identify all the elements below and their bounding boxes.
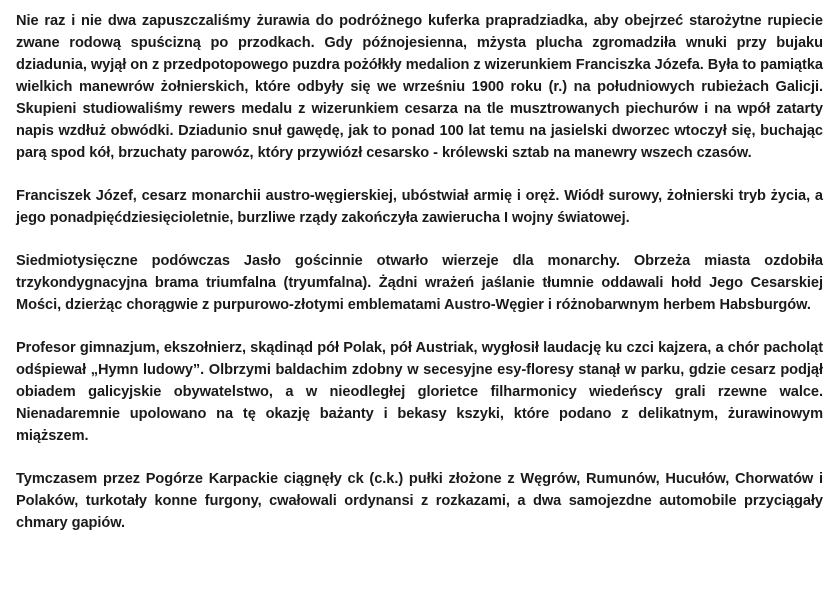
paragraph-1: Nie raz i nie dwa zapuszczaliśmy żurawia do podróżnego kuferka prapradziadka, aby obejrzeć starożytne rupiecie zwane rodową spuścizną po przodkach. Gdy późnojesienna, mżysta plucha zgromadziła wnuki przy bujaku dziadunia, wyjął on z przedpotopowego puzdra pożółkły medalion z wizerunkiem Franciszka Józefa. Była to pamiątka wielkich manewrów żołnierskich, które odbyły się we wrześniu 1900 roku (r.) na południowych rubieżach Galicji. Skupieni studiowaliśmy rewers medalu z wizerunkiem cesarza na tle musztrowanych piechurów i na wpół zatarty napis wzdłuż obwódki. Dziadunio snuł gawędę, jak to ponad 100 lat temu na jasielski dworzec wtoczył się, buchając parą spod kół, brzuchaty parowóz, który przywiózł cesarsko - królewski sztab na manewry wszech czasów. <box>16 13 823 161</box>
paragraph-2: Franciszek Józef, cesarz monarchii austro-węgierskiej, ubóstwiał armię i oręż. Wiódł surowy, żołnierski tryb życia, a jego ponadpięćdziesięcioletnie, burzliwe rządy zakończyła zawierucha I wojny światowej. <box>16 188 823 226</box>
paragraph-4: Profesor gimnazjum, ekszołnierz, skądinąd pół Polak, pół Austriak, wygłosił laudację ku czci kajzera, a chór pacholąt odśpiewał „Hymn ludowy”. Olbrzymi baldachim zdobny w secesyjne esy-floresy stanął w parku, gdzie cesarz podjął obiadem galicyjskie obywatelstwo, a w nieodległej glorietce filharmonicy wiedeńscy grali rzewne walce. Nienadaremnie upolowano na tę okazję bażanty i bekasy kszyki, które podano z delikatnym, żurawinowym miąższem. <box>16 340 823 444</box>
paragraph-3: Siedmiotysięczne podówczas Jasło gościnnie otwarło wierzeje dla monarchy. Obrzeża miasta ozdobiła trzykondygnacyjna brama triumfalna (tryumfalna). Żądni wrażeń jaślanie tłumnie oddawali hołd Jego Cesarskiej Mości, dzierżąc chorągwie z purpurowo-złotymi emblematami Austro-Węgier i różnobarwnym herbem Habsburgów. <box>16 253 823 313</box>
paragraph-5: Tymczasem przez Pogórze Karpackie ciągnęły ck (c.k.) pułki złożone z Węgrów, Rumunów, Hucułów, Chorwatów i Polaków, turkotały konne furgony, cwałowali ordynansi z rozkazami, a dwa samojezdne automobile przyciągały chmary gapiów. <box>16 471 823 531</box>
